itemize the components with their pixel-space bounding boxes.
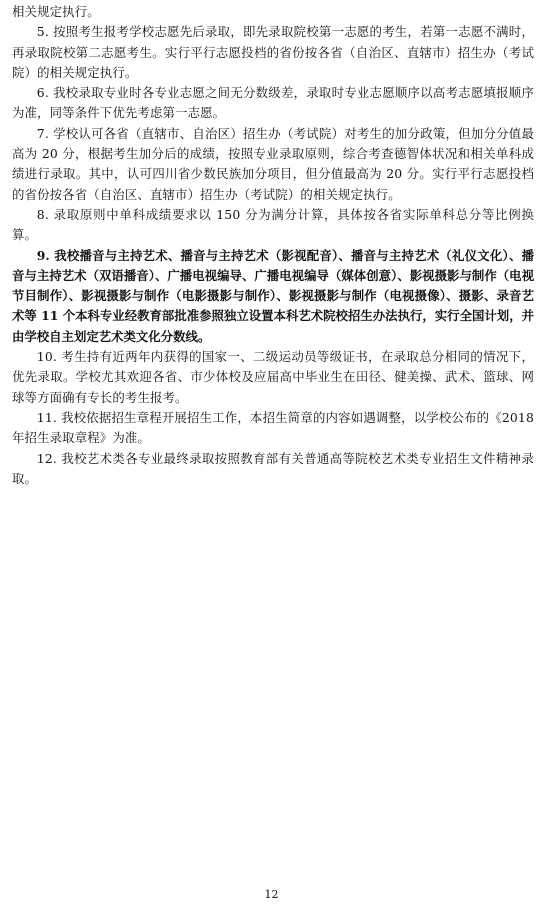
paragraph-rule-8: 8. 录取原则中单科成绩要求以 150 分为满分计算，具体按各省实际单科总分等比例换算。	[12, 206, 534, 243]
paragraph-continuation: 相关规定执行。	[12, 4, 100, 19]
paragraph-rule-6: 6. 我校录取专业时各专业志愿之间无分数级差，录取时专业志愿顺序以高考志愿填报顺序为准，同等条件下优先考虑第一志愿。	[12, 85, 534, 121]
paragraph-rule-11: 11. 我校依据招生章程开展招生工作，本招生简章的内容如遇调整，以学校公布的《2018 年招生录取章程》为准。	[12, 409, 534, 446]
paragraph-rule-12: 12. 我校艺术类各专业最终录取按照教育部有关普通高等院校艺术类专业招生文件精神录取。	[12, 450, 534, 486]
paragraph-rule-7: 7. 学校认可各省（直辖市、自治区）招生办（考试院）对考生的加分政策，但加分分值最高为 20 分，根据考生加分后的成绩，按照专业录取原则，综合考查德智体状况和相关单科成绩进行录取。其中，认可四川省少数民族加分项目，但分值最高为 20 分。实行平行志愿投档的省份按各省（自治区、直辖市）招生办（考试院）的相关规定执行。	[12, 125, 534, 202]
paragraph-rule-9: 9. 我校播音与主持艺术、播音与主持艺术（影视配音）、播音与主持艺术（礼仪文化）、播音与主持艺术（双语播音）、广播电视编导、广播电视编导（媒体创意）、影视摄影与制作（电视节目制作）、影视摄影与制作（电影摄影与制作）、影视摄影与制作（电视摄像）、摄影、录音艺术等 11 个本科专业经教育部批准参照独立设置本科艺术院校招生办法执行，实行全国计划，并由学校自主划定艺术类文化分数线。	[12, 247, 534, 344]
paragraph-rule-5: 5. 按照考生报考学校志愿先后录取，即先录取院校第一志愿的考生，若第一志愿不满时，再录取院校第二志愿考生。实行平行志愿投档的省份按各省（自治区、直辖市）招生办（考试院）的相关规定执行。	[12, 24, 534, 80]
page-number: 12	[264, 888, 279, 901]
document-body	[12, 2, 534, 489]
paragraph-rule-10: 10. 考生持有近两年内获得的国家一、二级运动员等级证书，在录取总分相同的情况下，优先录取。学校尤其欢迎各省、市少体校及应届高中毕业生在田径、健美操、武术、篮球、网球等方面确有专长的考生报考。	[12, 349, 534, 405]
